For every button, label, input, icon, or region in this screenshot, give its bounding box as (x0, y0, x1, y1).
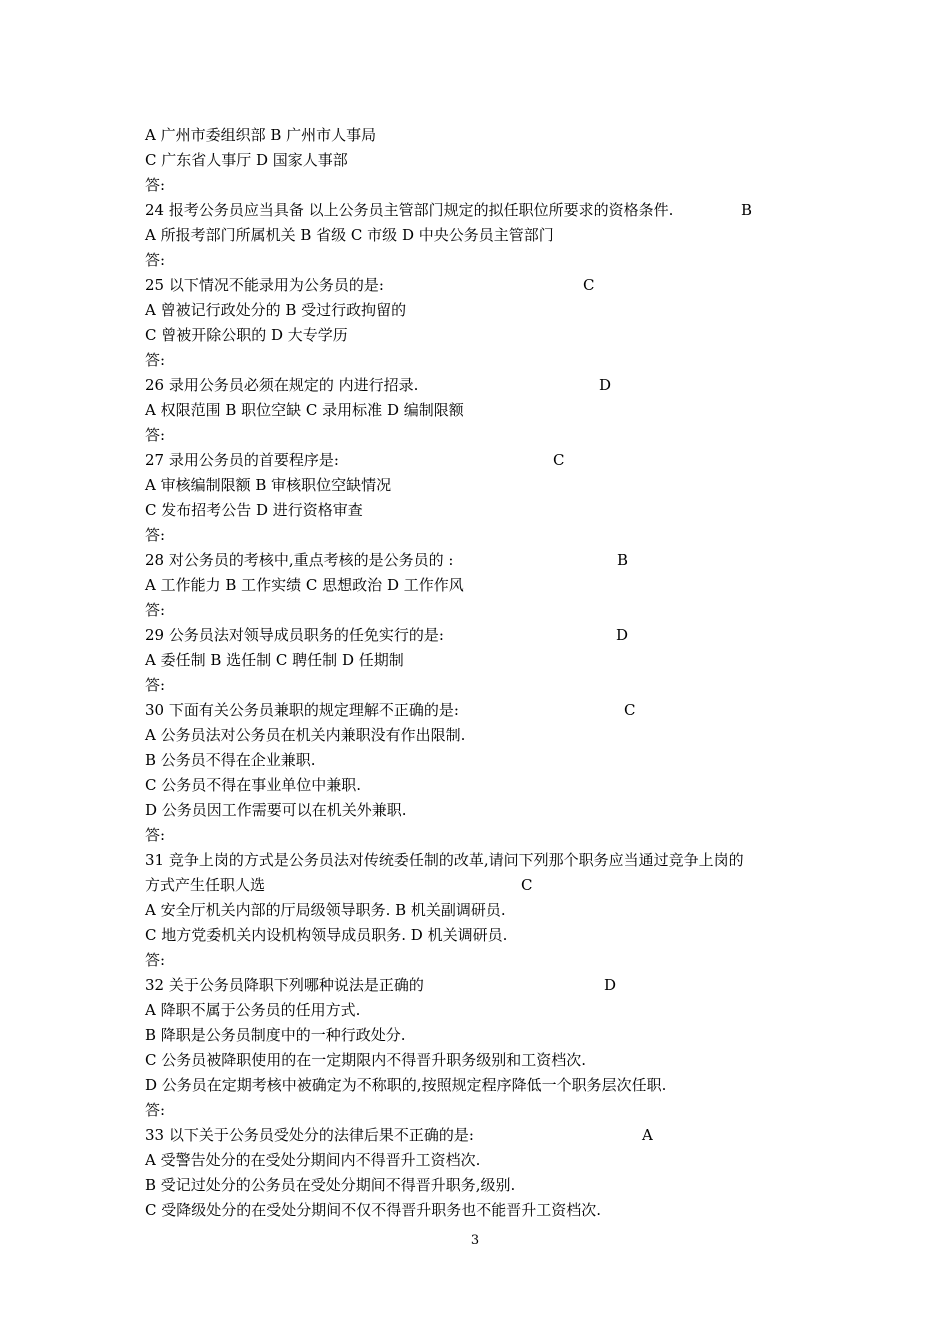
text-line: 答: (145, 601, 166, 619)
text-line: A 安全厅机关内部的厅局级领导职务. B 机关副调研员. (145, 901, 506, 919)
text-line: A 审核编制限额 B 审核职位空缺情况 (145, 476, 392, 494)
question-29: 29 公务员法对领导成员职务的任免实行的是: (145, 626, 444, 644)
text-line: D 公务员在定期考核中被确定为不称职的,按照规定程序降低一个职务层次任职. (145, 1076, 667, 1094)
text-line: C 地方党委机关内设机构领导成员职务. D 机关调研员. (145, 926, 508, 944)
answer-27: C (553, 451, 565, 469)
answer-28: B (617, 551, 629, 569)
question-33: 33 以下关于公务员受处分的法律后果不正确的是: (145, 1126, 474, 1144)
answer-31: C (521, 876, 533, 894)
text-line: A 受警告处分的在受处分期间内不得晋升工资档次. (145, 1151, 481, 1169)
text-line: B 降职是公务员制度中的一种行政处分. (145, 1026, 406, 1044)
text-line: A 所报考部门所属机关 B 省级 C 市级 D 中央公务员主管部门 (145, 226, 554, 244)
text-line: D 公务员因工作需要可以在机关外兼职. (145, 801, 407, 819)
question-28: 28 对公务员的考核中,重点考核的是公务员的 : (145, 551, 454, 569)
text-line: 答: (145, 251, 166, 269)
question-24: 24 报考公务员应当具备 以上公务员主管部门规定的拟任职位所要求的资格条件. (145, 201, 674, 219)
answer-29: D (616, 626, 629, 644)
text-line: A 委任制 B 选任制 C 聘任制 D 任期制 (145, 651, 404, 669)
text-line: A 曾被记行政处分的 B 受过行政拘留的 (145, 301, 407, 319)
question-26: 26 录用公务员必须在规定的 内进行招录. (145, 376, 419, 394)
question-30: 30 下面有关公务员兼职的规定理解不正确的是: (145, 701, 459, 719)
text-line: 答: (145, 176, 166, 194)
text-line: 方式产生任职人选 (145, 876, 266, 894)
text-line: 答: (145, 1101, 166, 1119)
text-line: C 公务员被降职使用的在一定期限内不得晋升职务级别和工资档次. (145, 1051, 587, 1069)
question-31: 31 竞争上岗的方式是公务员法对传统委任制的改革,请问下列那个职务应当通过竞争上岗的 (145, 851, 744, 869)
text-line: 答: (145, 426, 166, 444)
text-line: B 公务员不得在企业兼职. (145, 751, 316, 769)
text-line: A 公务员法对公务员在机关内兼职没有作出限制. (145, 726, 466, 744)
text-line: B 受记过处分的公务员在受处分期间不得晋升职务,级别. (145, 1176, 516, 1194)
question-32: 32 关于公务员降职下列哪种说法是正确的 (145, 976, 424, 994)
text-line: 答: (145, 951, 166, 969)
text-line: 答: (145, 826, 166, 844)
answer-26: D (599, 376, 612, 394)
answer-30: C (624, 701, 636, 719)
text-line: C 发布招考公告 D 进行资格审查 (145, 501, 363, 519)
answer-33: A (642, 1126, 653, 1144)
answer-24: B (741, 201, 753, 219)
answer-25: C (583, 276, 595, 294)
text-line: A 降职不属于公务员的任用方式. (145, 1001, 361, 1019)
question-25: 25 以下情况不能录用为公务员的是: (145, 276, 384, 294)
page-number: 3 (470, 1233, 480, 1248)
text-line: C 受降级处分的在受处分期间不仅不得晋升职务也不能晋升工资档次. (145, 1201, 602, 1219)
text-line: C 曾被开除公职的 D 大专学历 (145, 326, 348, 344)
text-line: 答: (145, 351, 166, 369)
text-line: C 广东省人事厅 D 国家人事部 (145, 151, 348, 169)
question-27: 27 录用公务员的首要程序是: (145, 451, 339, 469)
text-line: A 广州市委组织部 B 广州市人事局 (145, 126, 377, 144)
text-line: 答: (145, 526, 166, 544)
text-line: A 工作能力 B 工作实绩 C 思想政治 D 工作作风 (145, 576, 464, 594)
text-line: C 公务员不得在事业单位中兼职. (145, 776, 362, 794)
text-line: A 权限范围 B 职位空缺 C 录用标准 D 编制限额 (145, 401, 464, 419)
answer-32: D (604, 976, 617, 994)
text-line: 答: (145, 676, 166, 694)
